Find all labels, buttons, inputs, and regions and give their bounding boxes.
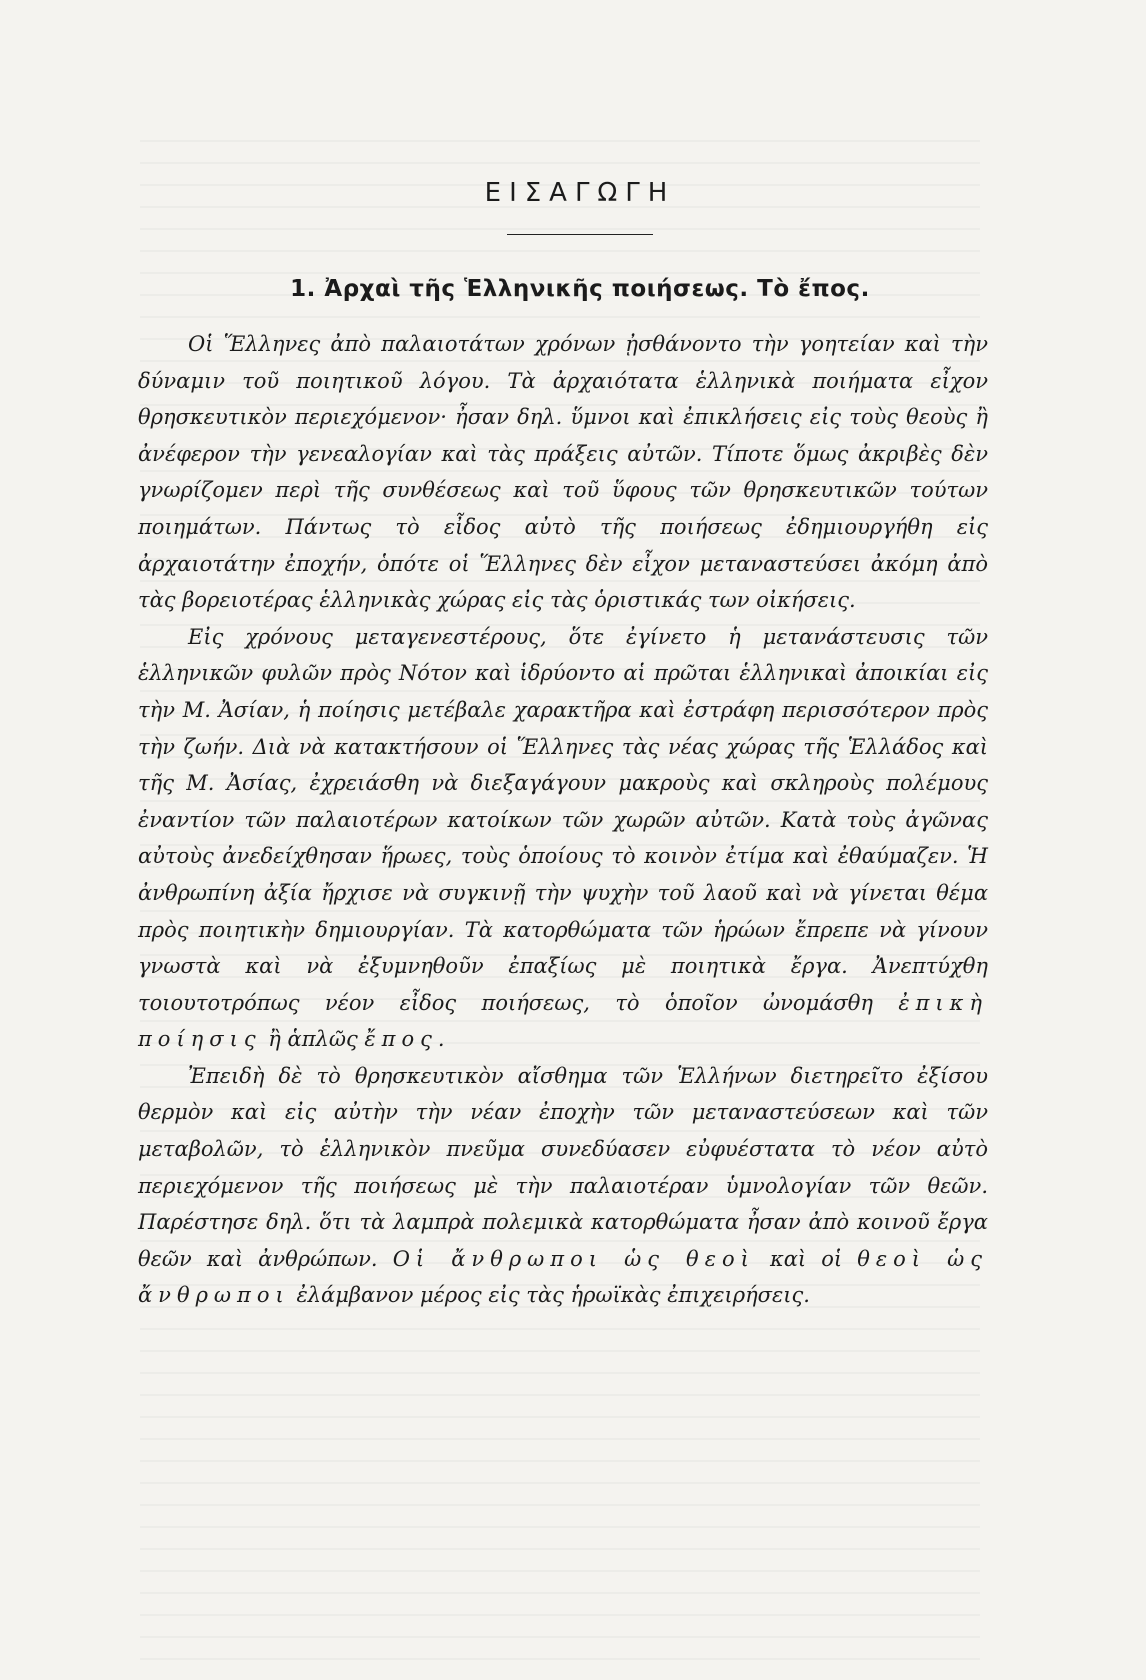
spaced-term-epic-poetry: ἐπικὴ ποίησις [138, 990, 989, 1052]
spaced-phrase-gods-as-humans: θεοὶ ὡς ἄνθρωποι [138, 1246, 988, 1308]
spaced-phrase-humans-as-gods: Οἱ ἄνθρωποι ὡς θεοὶ [392, 1246, 755, 1271]
spaced-term-epos: ἔπος [364, 1027, 438, 1052]
section-heading: 1. Ἀρχαὶ τῆς Ἑλληνικῆς ποιήσεως. Τὸ ἔπος. [290, 276, 870, 302]
paragraph-3 [138, 1058, 988, 1314]
body-text [138, 326, 988, 1314]
paragraph-1 [138, 326, 988, 619]
chapter-title: ΕΙΣΑΓΩΓΗ [484, 178, 676, 208]
paragraph-2-end: . [437, 1027, 445, 1052]
paragraph-3-text: Ἐπειδὴ δὲ τὸ θρησκευτικὸν αἴσθημα τῶν Ἑλλήνων διετηρεῖτο ἐξίσου θερμὸν καὶ εἰς αὐτὴν τὴν νέαν ἐποχὴν τῶν μεταναστεύσεων καὶ τῶν μεταβολῶν, τὸ ἑλληνικὸν πνεῦμα συνεδύασεν εὐφυέστατα τὸ νέον αὐτὸ περιεχόμενον τῆς ποιήσεως μὲ τὴν παλαιοτέραν ὑμνολογίαν τῶν θεῶν. Παρέστησε δηλ. ὅτι τὰ λαμπρὰ πολεμικὰ κατορθώματα ἦσαν ἀπὸ κοινοῦ ἔργα θεῶν καὶ ἀνθρώπων. [138, 1063, 988, 1271]
paragraph-2 [138, 619, 988, 1058]
paragraph-1-text: Οἱ Ἕλληνες ἀπὸ παλαιοτάτων χρόνων ᾐσθάνοντο τὴν γοητείαν καὶ τὴν δύναμιν τοῦ ποιητικοῦ λόγου. Τὰ ἀρχαιότατα ἑλληνικὰ ποιήματα εἶχον θρησκευτικὸν περιεχόμενον· ἦσαν δηλ. ὕμνοι καὶ ἐπικλήσεις εἰς τοὺς θεοὺς ἢ ἀνέφερον τὴν γενεαλογίαν καὶ τὰς πράξεις αὐτῶν. Τίποτε ὅμως ἀκριβὲς δὲν γνωρίζομεν περὶ τῆς συνθέσεως καὶ τοῦ ὕφους τῶν θρησκευτικῶν τούτων ποιημάτων. Πάντως τὸ εἶδος αὐτὸ τῆς ποιήσεως ἐδημιουργήθη εἰς ἀρχαιοτάτην ἐποχήν, ὁπότε οἱ Ἕλληνες δὲν εἶχον μεταναστεύσει ἀκόμη ἀπὸ τὰς βορειοτέρας ἑλληνικὰς χώρας εἰς τὰς ὁριστικάς των οἰκήσεις. [138, 332, 988, 613]
paragraph-2-text: Εἰς χρόνους μεταγενεστέρους, ὅτε ἐγίνετο ἡ μετανάστευσις τῶν ἑλληνικῶν φυλῶν πρὸς Νότον καὶ ἱδρύοντο αἱ πρῶται ἑλληνικαὶ ἀποικίαι εἰς τὴν Μ. Ἀσίαν, ἡ ποίησις μετέβαλε χαρακτῆρα καὶ ἐστράφη περισσότερον πρὸς τὴν ζωήν. Διὰ νὰ κατακτήσουν οἱ Ἕλληνες τὰς νέας χώρας τῆς Ἑλλάδος καὶ τῆς Μ. Ἀσίας, ἐχρειάσθη νὰ διεξαγάγουν μακροὺς καὶ σκληροὺς πολέμους ἐναντίον τῶν παλαιοτέρων κατοίκων τῶν χωρῶν αὐτῶν. Κατὰ τοὺς ἀγῶνας αὐτοὺς ἀνεδείχθησαν ἥρωες, τοὺς ὁποίους τὸ κοινὸν ἐτίμα καὶ ἐθαύμαζεν. Ἡ ἀνθρωπίνη ἀξία ἤρχισε νὰ συγκινῇ τὴν ψυχὴν τοῦ λαοῦ καὶ νὰ γίνεται θέμα πρὸς ποιητικὴν δημιουργίαν. Τὰ κατορθώματα τῶν ἡρώων ἔπρεπε νὰ γίνουν γνωστὰ καὶ νὰ ἐξυμνηθοῦν ἐπαξίως μὲ ποιητικὰ ἔργα. Ἀνεπτύχθη τοιουτοτρόπως νέον εἶδος ποιήσεως, τὸ ὁποῖον ὠνομάσθη [138, 624, 988, 1015]
title-rule [507, 234, 653, 235]
paragraph-3-connector: καὶ οἱ [769, 1246, 843, 1271]
paragraph-3-end: ἐλάμβανον μέρος εἰς τὰς ἡρωϊκὰς ἐπιχειρήσεις. [296, 1283, 810, 1308]
paragraph-2-connector: ἢ ἁπλῶς [268, 1027, 358, 1052]
